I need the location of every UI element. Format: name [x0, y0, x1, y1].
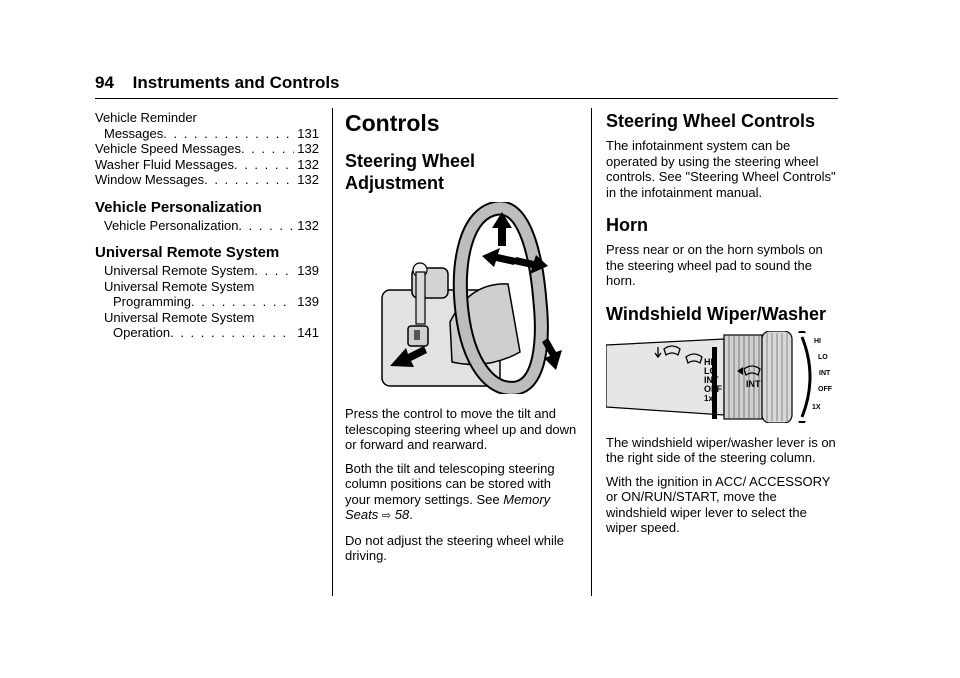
wiper-arc-off: OFF — [818, 385, 832, 393]
wiper-label-int: INT — [704, 374, 719, 385]
toc-entry[interactable]: Programming . . . 139 — [95, 294, 319, 310]
wiper-label-hi: HI — [704, 356, 713, 367]
toc-entry[interactable]: Vehicle Reminder — [95, 110, 197, 125]
paragraph: With the ignition in ACC/ ACCESSORY or ON/RUN/START, move the windshield wiper lever to select the wiper speed. — [606, 473, 831, 535]
chapter-title: Instruments and Controls — [132, 73, 340, 92]
toc-section-heading: Vehicle Personalization — [95, 198, 262, 216]
toc-entry[interactable]: Window Messages . . . 132 — [95, 172, 319, 188]
paragraph: Do not adjust the steering wheel while driving. — [345, 532, 564, 563]
toc-entry[interactable]: Messages . . . 131 — [95, 126, 319, 142]
wiper-label-lo: LO — [704, 365, 717, 376]
right-column — [606, 110, 838, 544]
index-column — [95, 110, 319, 341]
column-divider-2 — [591, 108, 592, 596]
wiper-label-1x: 1x — [704, 393, 713, 403]
controls-column — [345, 110, 577, 572]
column-divider-1 — [332, 108, 333, 596]
heading-steering-wheel-controls: Steering Wheel Controls — [606, 111, 816, 131]
paragraph: Press near or on the horn symbols on the steering wheel pad to sound the horn. — [606, 242, 823, 288]
page-ref[interactable]: 58 — [394, 507, 410, 522]
wiper-lever-illustration — [606, 331, 838, 423]
toc-entry[interactable]: Vehicle Personalization . . . 132 — [95, 218, 319, 234]
heading-steering-adjustment: Steering Wheel Adjustment — [345, 151, 476, 193]
header-rule — [95, 98, 838, 99]
paragraph: Both the tilt and telescoping steering column positions can be stored with your memory settings. See Memory Seats ⇨ 58. — [345, 460, 555, 522]
paragraph: The infotainment system can be operated by using the steering wheel controls. See "Steering Wheel Controls" in the infotainment manual. — [606, 138, 836, 200]
toc-entry[interactable]: Vehicle Speed Messages . . . 132 — [95, 141, 319, 157]
heading-horn: Horn — [606, 215, 648, 235]
steering-wheel-illustration — [370, 202, 580, 394]
toc-entry[interactable]: Universal Remote System . . . 139 — [95, 263, 319, 279]
section-title-controls: Controls — [345, 110, 440, 136]
toc-entry[interactable]: Washer Fluid Messages . . . 132 — [95, 157, 319, 173]
toc-section-heading: Universal Remote System — [95, 244, 280, 261]
page-header — [95, 73, 838, 93]
toc-entry[interactable]: Universal Remote System — [104, 278, 255, 294]
wiper-band-int: INT — [746, 378, 761, 389]
paragraph: The windshield wiper/washer lever is on the right side of the steering column. — [606, 434, 836, 465]
wiper-arc-lo: LO — [818, 353, 828, 361]
toc-entry[interactable]: Universal Remote System — [104, 309, 255, 325]
wiper-arc-1x: 1X — [812, 403, 821, 411]
wiper-label-off: OFF — [704, 383, 722, 394]
page-ref-arrow-icon: ⇨ — [381, 510, 392, 522]
memory-seats-link[interactable]: Memory Seats — [345, 491, 551, 522]
wiper-arc-int: INT — [819, 369, 831, 377]
heading-wiper-washer: Windshield Wiper/Washer — [606, 303, 827, 324]
page-number: 94 — [95, 73, 114, 92]
paragraph: Press the control to move the tilt and telescoping steering wheel up and down or forward and rearward. — [345, 406, 577, 452]
toc-entry[interactable]: Operation . . . 141 — [95, 325, 319, 341]
wiper-arc-hi: HI — [814, 337, 821, 345]
